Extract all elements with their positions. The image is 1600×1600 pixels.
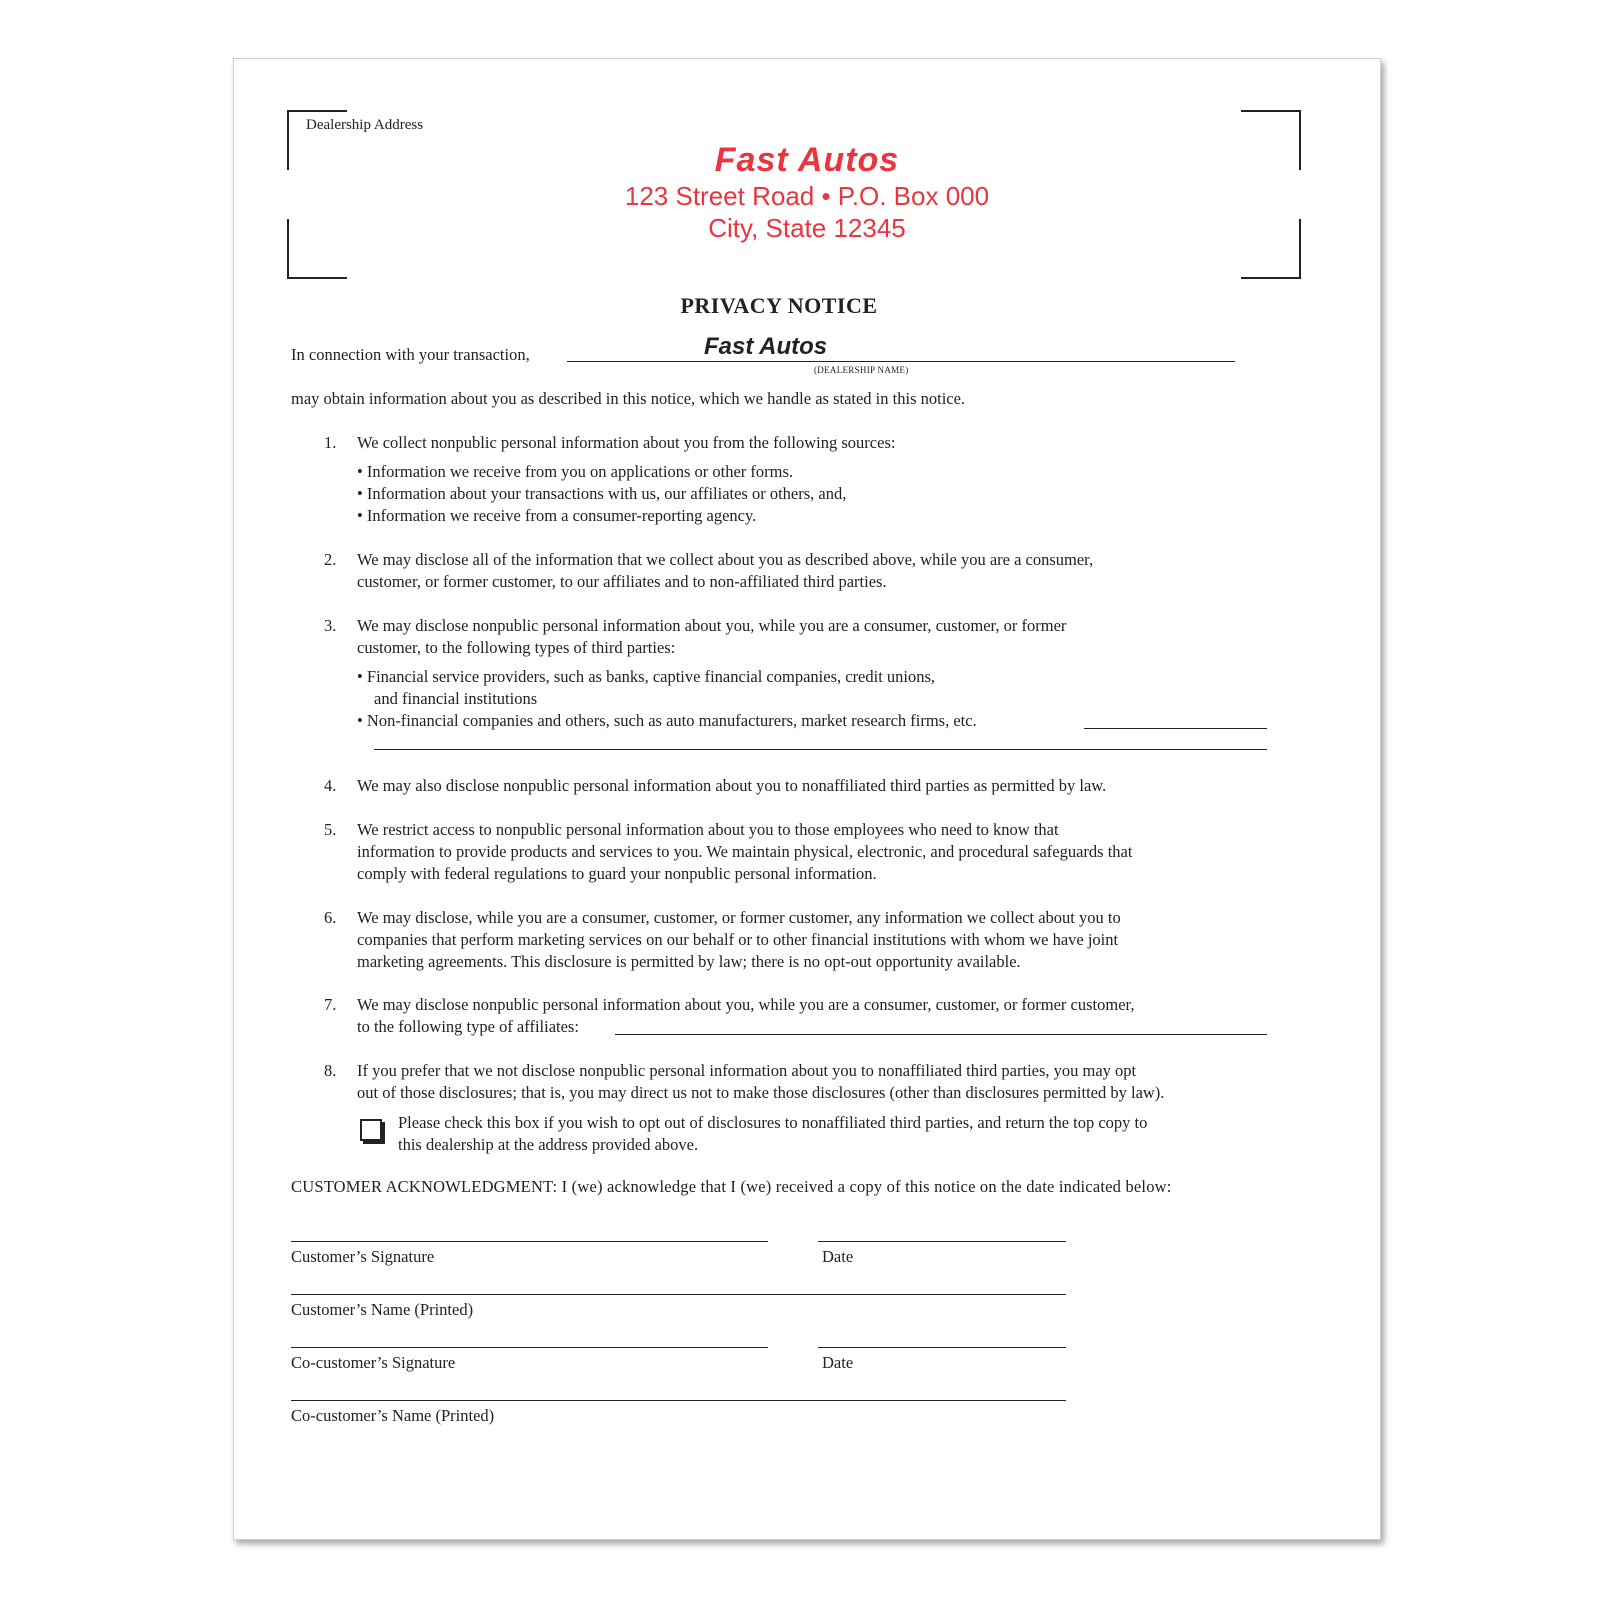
affiliate-types-field-line[interactable]	[615, 1034, 1267, 1035]
item-number: 6.	[324, 908, 337, 927]
item-2-line: customer, or former customer, to our affiliates and to non-affiliated third parties.	[357, 572, 887, 591]
item-4-text: We may also disclose nonpublic personal information about you to nonaffiliated third parties as permitted by law.	[357, 776, 1107, 795]
cocustomer-name-label: Co-customer’s Name (Printed)	[291, 1406, 495, 1425]
dealership-name-field[interactable]: Fast Autos	[704, 333, 828, 360]
item-number: 4.	[324, 776, 337, 795]
date-line[interactable]	[818, 1241, 1066, 1242]
item-number: 1.	[324, 433, 337, 452]
page-title: PRIVACY NOTICE	[680, 293, 878, 318]
dealership-address-label: Dealership Address	[306, 117, 424, 133]
item-number: 3.	[324, 616, 337, 635]
item-8-line: If you prefer that we not disclose nonpublic personal information about you to nonaffiliated third parties, you may opt	[357, 1061, 1137, 1080]
intro-lead: In connection with your transaction,	[291, 345, 530, 364]
item-7-line: to the following type of affiliates:	[357, 1017, 579, 1036]
item-5-line: We restrict access to nonpublic personal information about you to those employees who need to know that	[357, 820, 1059, 839]
customer-name-label: Customer’s Name (Printed)	[291, 1300, 474, 1319]
third-party-types-field-line[interactable]	[1084, 728, 1267, 729]
intro-continuation: may obtain information about you as described in this notice, which we handle as stated in this notice.	[291, 389, 966, 408]
item-2-line: We may disclose all of the information that we collect about you as described above, while you are a consumer,	[357, 550, 1094, 569]
dealer-address-line-2: City, State 12345	[708, 213, 906, 243]
item-3-bullet-continuation: and financial institutions	[374, 689, 538, 708]
dealer-name-heading: Fast Autos	[714, 141, 900, 179]
date-label: Date	[822, 1353, 854, 1372]
item-5-line: information to provide products and services to you. We maintain physical, electronic, and procedural safeguards that	[357, 842, 1133, 861]
privacy-notice-form	[233, 58, 1381, 1540]
opt-out-instruction: this dealership at the address provided above.	[398, 1135, 699, 1154]
item-3-bullet: • Financial service providers, such as banks, captive financial companies, credit unions,	[357, 667, 936, 686]
item-1-bullet: • Information we receive from a consumer-reporting agency.	[357, 506, 757, 525]
item-number: 8.	[324, 1061, 337, 1080]
customer-acknowledgment: CUSTOMER ACKNOWLEDGMENT: I (we) acknowledge that I (we) received a copy of this notice on the date indicated below:	[291, 1177, 1172, 1196]
item-3-line: customer, to the following types of third parties:	[357, 638, 676, 657]
item-1-text: We collect nonpublic personal information about you from the following sources:	[357, 433, 896, 452]
item-6-line: marketing agreements. This disclosure is permitted by law; there is no opt-out opportunity available.	[357, 952, 1021, 971]
item-6-line: companies that perform marketing services on our behalf or to other financial institutions with whom we have joint	[357, 930, 1119, 949]
item-number: 7.	[324, 995, 337, 1014]
opt-out-checkbox[interactable]	[360, 1119, 382, 1141]
dealership-name-caption: (DEALERSHIP NAME)	[814, 365, 909, 375]
item-5-line: comply with federal regulations to guard your nonpublic personal information.	[357, 864, 877, 883]
customer-signature-line[interactable]	[291, 1241, 768, 1242]
item-1-bullet: • Information we receive from you on applications or other forms.	[357, 462, 794, 481]
customer-name-line[interactable]	[291, 1294, 1066, 1295]
item-3-line: We may disclose nonpublic personal information about you, while you are a consumer, customer, or former	[357, 616, 1067, 635]
item-1-bullet: • Information about your transactions with us, our affiliates or others, and,	[357, 484, 847, 503]
date-label: Date	[822, 1247, 854, 1266]
cocustomer-signature-label: Co-customer’s Signature	[291, 1353, 456, 1372]
item-6-line: We may disclose, while you are a consumer, customer, or former customer, any information we collect about you to	[357, 908, 1121, 927]
dealership-name-field-line[interactable]	[567, 361, 1235, 362]
customer-signature-label: Customer’s Signature	[291, 1247, 435, 1266]
item-3-bullet: • Non-financial companies and others, such as auto manufacturers, market research firms, etc.	[357, 711, 977, 730]
item-7-line: We may disclose nonpublic personal information about you, while you are a consumer, customer, or former customer,	[357, 995, 1135, 1014]
item-number: 2.	[324, 550, 337, 569]
date-line[interactable]	[818, 1347, 1066, 1348]
third-party-types-field-line[interactable]	[374, 749, 1267, 750]
item-number: 5.	[324, 820, 337, 839]
item-8-line: out of those disclosures; that is, you may direct us not to make those disclosures (other than disclosures permitted by law).	[357, 1083, 1165, 1102]
cocustomer-name-line[interactable]	[291, 1400, 1066, 1401]
opt-out-instruction: Please check this box if you wish to opt out of disclosures to nonaffiliated third parties, and return the top copy to	[398, 1113, 1148, 1132]
cocustomer-signature-line[interactable]	[291, 1347, 768, 1348]
dealer-address-line-1: 123 Street Road • P.O. Box 000	[624, 181, 990, 211]
